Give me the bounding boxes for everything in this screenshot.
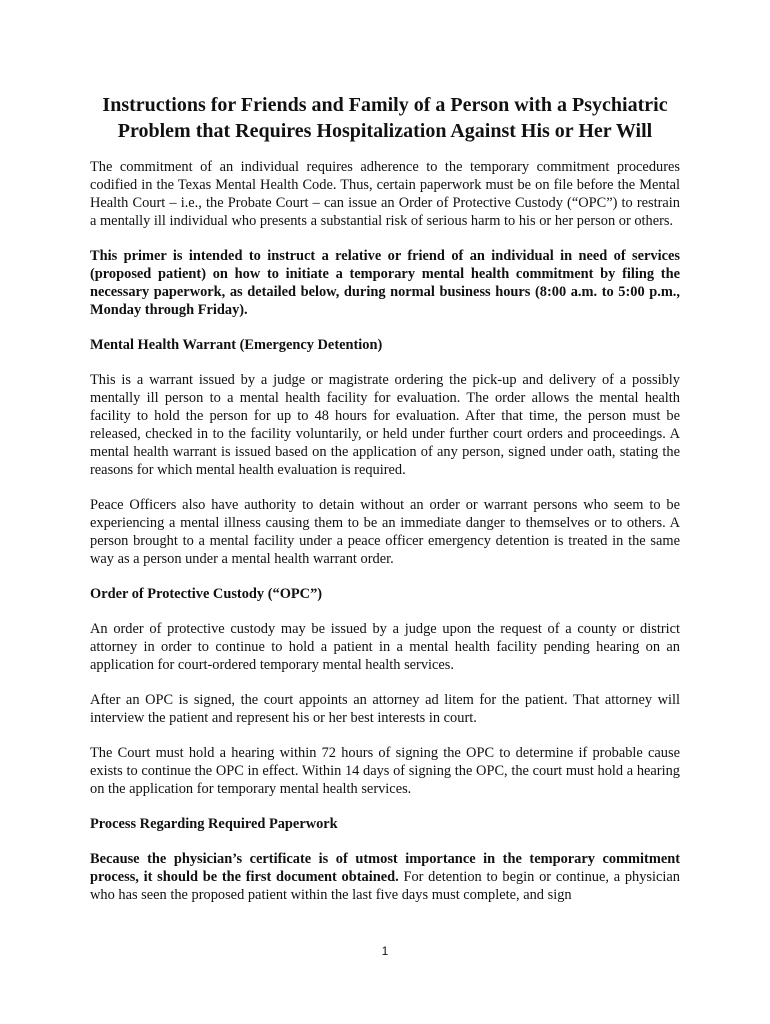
warrant-paragraph-1: This is a warrant issued by a judge or magistrate ordering the pick-up and delivery of a possibly mentally ill person to a mental health facility for evaluation. The order allows the mental health facility to hold the person for up to 48 hours for evaluation. After that time, the person must be released, checked in to the facility voluntarily, or held under further court orders and proceedings. A mental health warrant is issued based on the application of any person, signed under oath, stating the reasons for which mental health evaluation is required.: [90, 372, 680, 478]
opc-paragraph-3: The Court must hold a hearing within 72 hours of signing the OPC to determine if probable cause exists to continue the OPC in effect. Within 14 days of signing the OPC, the court must hold a hearing on the application for temporary mental health services.: [90, 745, 680, 797]
warrant-paragraph-2: Peace Officers also have authority to detain without an order or warrant persons who seem to be experiencing a mental illness causing them to be an immediate danger to themselves or to others. A person brought to a mental facility under a peace officer emergency detention is treated in the same way as a person under a mental health warrant order.: [90, 497, 680, 567]
intro-paragraph: The commitment of an individual requires adherence to the temporary commitment procedures codified in the Texas Mental Health Code. Thus, certain paperwork must be on file before the Mental Health Court – i.e., the Probate Court – can issue an Order of Protective Custody (“OPC”) to restrain a mentally ill individual who presents a substantial risk of serious harm to his or her person or others.: [90, 159, 680, 229]
opc-paragraph-2: After an OPC is signed, the court appoints an attorney ad litem for the patient. That attorney will interview the patient and represent his or her best interests in court.: [90, 692, 680, 726]
opc-heading: Order of Protective Custody (“OPC”): [90, 586, 323, 602]
process-paragraph-1: [90, 850, 680, 904]
primer-paragraph: This primer is intended to instruct a relative or friend of an individual in need of services (proposed patient) on how to initiate a temporary mental health commitment by filing the necessary paperwork, as detailed below, during normal business hours (8:00 a.m. to 5:00 p.m., Monday through Friday).: [90, 248, 680, 318]
process-heading: Process Regarding Required Paperwork: [90, 816, 338, 832]
process-text: For detention to begin or continue, a physician who has seen the proposed patient within the last five days must complete, and sign: [90, 869, 680, 903]
document-page: [90, 92, 680, 921]
document-title: Instructions for Friends and Family of a Person with a Psychiatric Problem that Requires Hospitalization Against His or Her Will: [102, 94, 668, 142]
page-number: 1: [381, 944, 389, 958]
warrant-heading: Mental Health Warrant (Emergency Detention): [90, 337, 383, 353]
process-emphasis: Because the physician’s certificate is of utmost importance in the temporary commitment process, it should be the first document obtained.: [90, 851, 680, 885]
opc-paragraph-1: An order of protective custody may be issued by a judge upon the request of a county or district attorney in order to continue to hold a patient in a mental health facility pending hearing on an application for court-ordered temporary mental health services.: [90, 621, 680, 673]
